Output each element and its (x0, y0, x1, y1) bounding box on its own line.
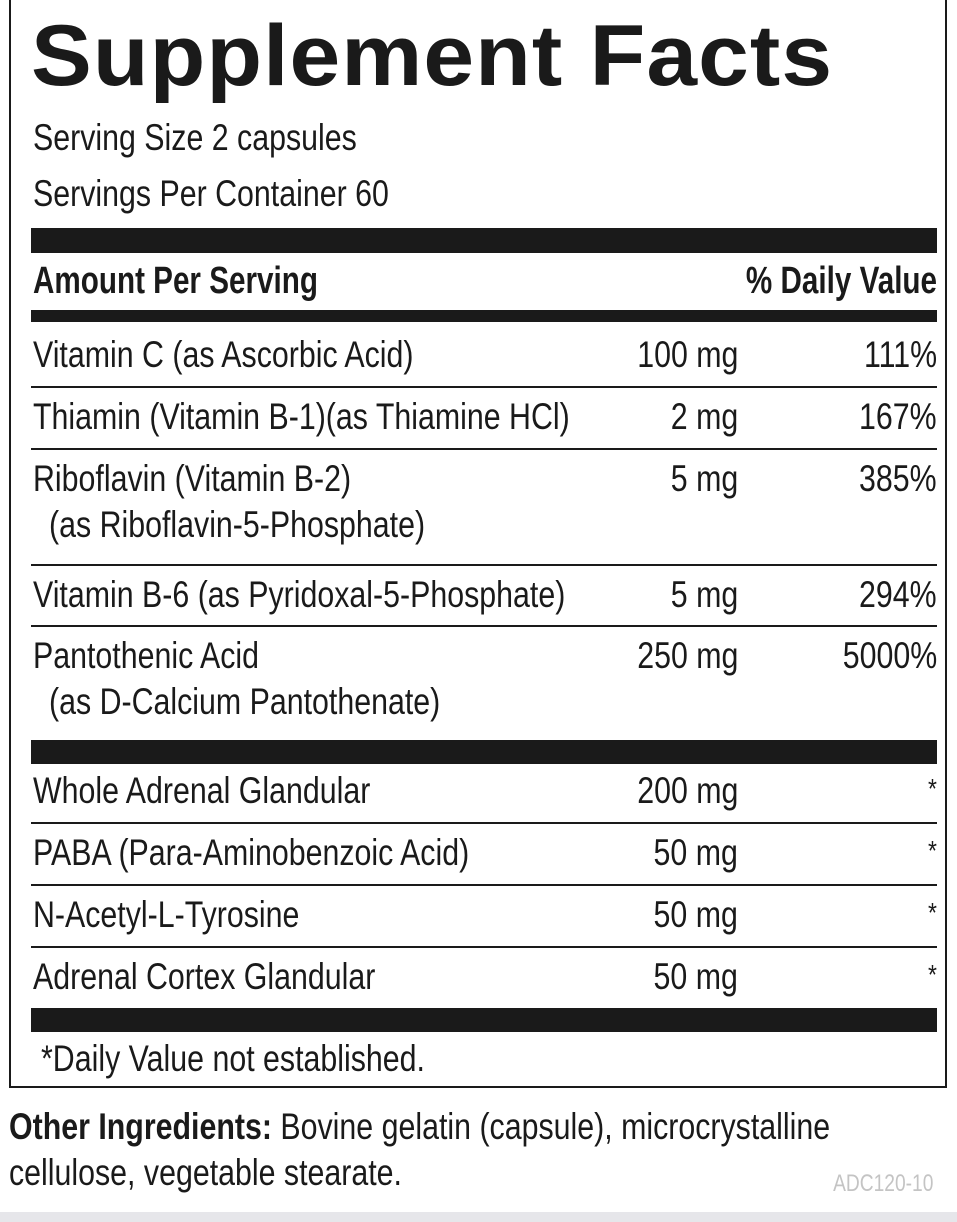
row-divider (31, 884, 937, 886)
ingredient-daily-value: * (928, 897, 937, 928)
thick-divider-bottom (31, 1008, 937, 1032)
medium-divider (31, 310, 937, 322)
thick-divider-middle (31, 740, 937, 764)
nutrient-row (31, 454, 937, 562)
nutrient-daily-value: 385% (859, 458, 937, 499)
other-ingredients (9, 1104, 936, 1196)
nutrient-daily-value: 5000% (842, 635, 937, 676)
ingredient-amount: 50 mg (653, 894, 738, 935)
servings-per-container: Servings Per Container 60 (33, 173, 389, 214)
row-divider (31, 625, 937, 627)
ingredient-name: N-Acetyl-L-Tyrosine (33, 894, 300, 935)
nutrient-amount: 100 mg (636, 334, 738, 375)
daily-value-header: % Daily Value (745, 260, 937, 302)
nutrient-name: Pantothenic Acid (33, 635, 260, 676)
row-divider (31, 946, 937, 948)
other-ingredients-text: Bovine gelatin (capsule), microcrystalline cellulose, vegetable stearate. (9, 1106, 831, 1193)
ingredient-row (31, 828, 937, 882)
nutrient-row (31, 392, 937, 446)
nutrient-name: Vitamin B-6 (as Pyridoxal-5-Phosphate) (33, 574, 566, 615)
ingredient-row (31, 890, 937, 944)
nutrient-daily-value: 167% (859, 396, 937, 437)
ingredient-name: Adrenal Cortex Glandular (33, 956, 376, 997)
nutrient-name: Thiamin (Vitamin B-1)(as Thiamine HCl) (33, 396, 570, 437)
nutrient-source: (as Riboflavin-5-Phosphate) (49, 504, 426, 545)
serving-size: Serving Size 2 capsules (33, 117, 357, 158)
ingredient-amount: 200 mg (636, 770, 738, 811)
row-divider (31, 386, 937, 388)
nutrient-amount: 2 mg (670, 396, 738, 437)
bottom-edge (0, 1212, 957, 1222)
daily-value-footnote: *Daily Value not established. (41, 1038, 425, 1079)
nutrient-amount: 5 mg (670, 458, 738, 499)
ingredient-amount: 50 mg (653, 832, 738, 873)
panel-title: Supplement Facts (31, 8, 834, 104)
ingredient-row (31, 766, 937, 820)
nutrient-amount: 250 mg (636, 635, 738, 676)
ingredient-row (31, 952, 937, 1006)
nutrient-name: Vitamin C (as Ascorbic Acid) (33, 334, 414, 375)
row-divider (31, 448, 937, 450)
nutrient-name: Riboflavin (Vitamin B-2) (33, 458, 352, 499)
product-code: ADC120-10 (832, 1170, 933, 1197)
nutrient-daily-value: 111% (863, 334, 937, 375)
nutrient-amount: 5 mg (670, 574, 738, 615)
thick-divider-top (31, 228, 937, 253)
amount-per-serving-header: Amount Per Serving (33, 260, 318, 302)
nutrient-row (31, 570, 937, 624)
other-ingredients-label: Other Ingredients: (9, 1106, 272, 1147)
ingredient-daily-value: * (928, 959, 937, 990)
row-divider (31, 564, 937, 566)
nutrient-row (31, 330, 937, 384)
ingredient-daily-value: * (928, 835, 937, 866)
ingredient-amount: 50 mg (653, 956, 738, 997)
nutrient-row (31, 631, 937, 739)
ingredient-name: Whole Adrenal Glandular (33, 770, 371, 811)
nutrient-daily-value: 294% (859, 574, 937, 615)
supplement-facts-panel (9, 0, 947, 1088)
nutrient-source: (as D-Calcium Pantothenate) (49, 681, 441, 722)
row-divider (31, 822, 937, 824)
ingredient-daily-value: * (928, 773, 937, 804)
ingredient-name: PABA (Para-Aminobenzoic Acid) (33, 832, 470, 873)
